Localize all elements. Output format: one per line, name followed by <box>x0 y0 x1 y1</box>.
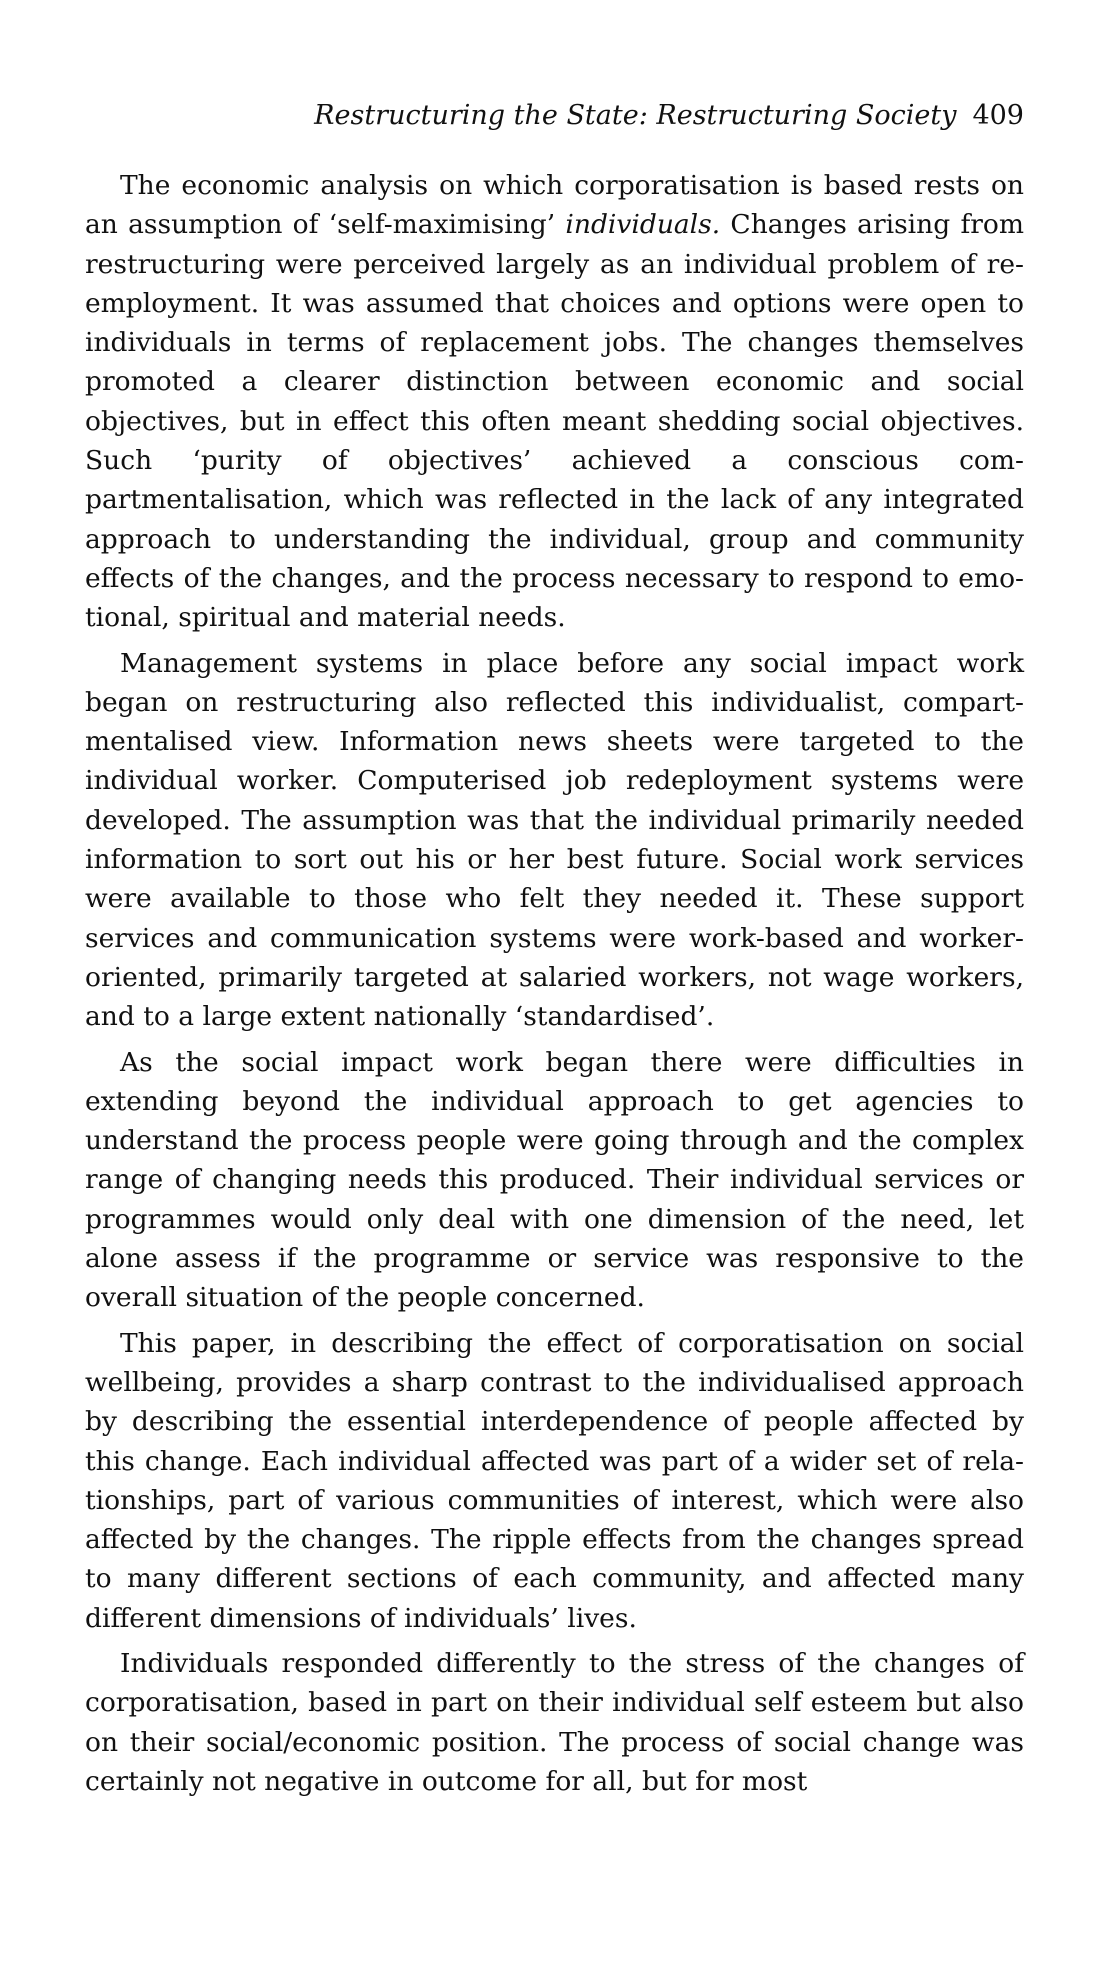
paragraph-2: Management systems in place before any social impact work began on restructuring also reflected this individualist, compartmentalised view. Information news sheets were targeted to the individual worker. Computerised job redeployment systems were developed. The assumption was that the individual primarily needed information to sort out his or her best future. Social work services were available to those who felt they needed it. These support services and communication systems were work-based and worker-oriented, primarily targeted at salaried workers, not wage workers, and to a large extent nationally ‘standardised’. <box>85 647 1024 1033</box>
body-text <box>85 166 1024 1807</box>
paragraph-1 <box>85 166 1024 638</box>
paragraph-1-text-start: The economic analysis on which corporatisation is based rests on an assumption of ‘self-maximising’ <box>85 170 1024 241</box>
paragraph-4: This paper, in describing the effect of corporatisation on social wellbeing, provides a sharp contrast to the individualised approach by describing the essential interdependence of people affected by this change. Each individual affected was part of a wider set of relationships, part of various communities of interest, which were also affected by the changes. The ripple effects from the changes spread to many different sections of each community, and affected many different dimensions of individuals’ lives. <box>85 1327 1024 1634</box>
paragraph-5: Individuals responded differently to the stress of the changes of corporatisation, based in part on their individual self esteem but also on their social/economic position. The process of social change was certainly not negative in outcome for all, but for most <box>85 1647 1024 1797</box>
running-head <box>314 100 1024 131</box>
running-title: Restructuring the State: Restructuring Society <box>314 100 957 131</box>
page-number: 409 <box>972 100 1024 131</box>
paragraph-3: As the social impact work began there were difficulties in extending beyond the individual approach to get agencies to understand the process people were going through and the complex range of changing needs this produced. Their individual services or programmes would only deal with one dimension of the need, let alone assess if the programme or service was responsive to the overall situation of the people concerned. <box>85 1046 1024 1314</box>
paragraph-1-emphasis: individuals. <box>565 209 721 241</box>
paragraph-1-text-end: Changes arising from restructuring were perceived largely as an individual problem of re-employment. It was assumed that choices and options were open to individuals in terms of replacement jobs. The changes themselves promoted a clearer distinction between economic and social objectives, but in effect this often meant shedding social objectives. Such ‘purity of objectives’ achieved a conscious compartmentalisation, which was reflected in the lack of any integrated approach to understanding the individual, group and community effects of the changes, and the process necessary to respond to emotional, spiritual and material needs. <box>85 209 1024 634</box>
